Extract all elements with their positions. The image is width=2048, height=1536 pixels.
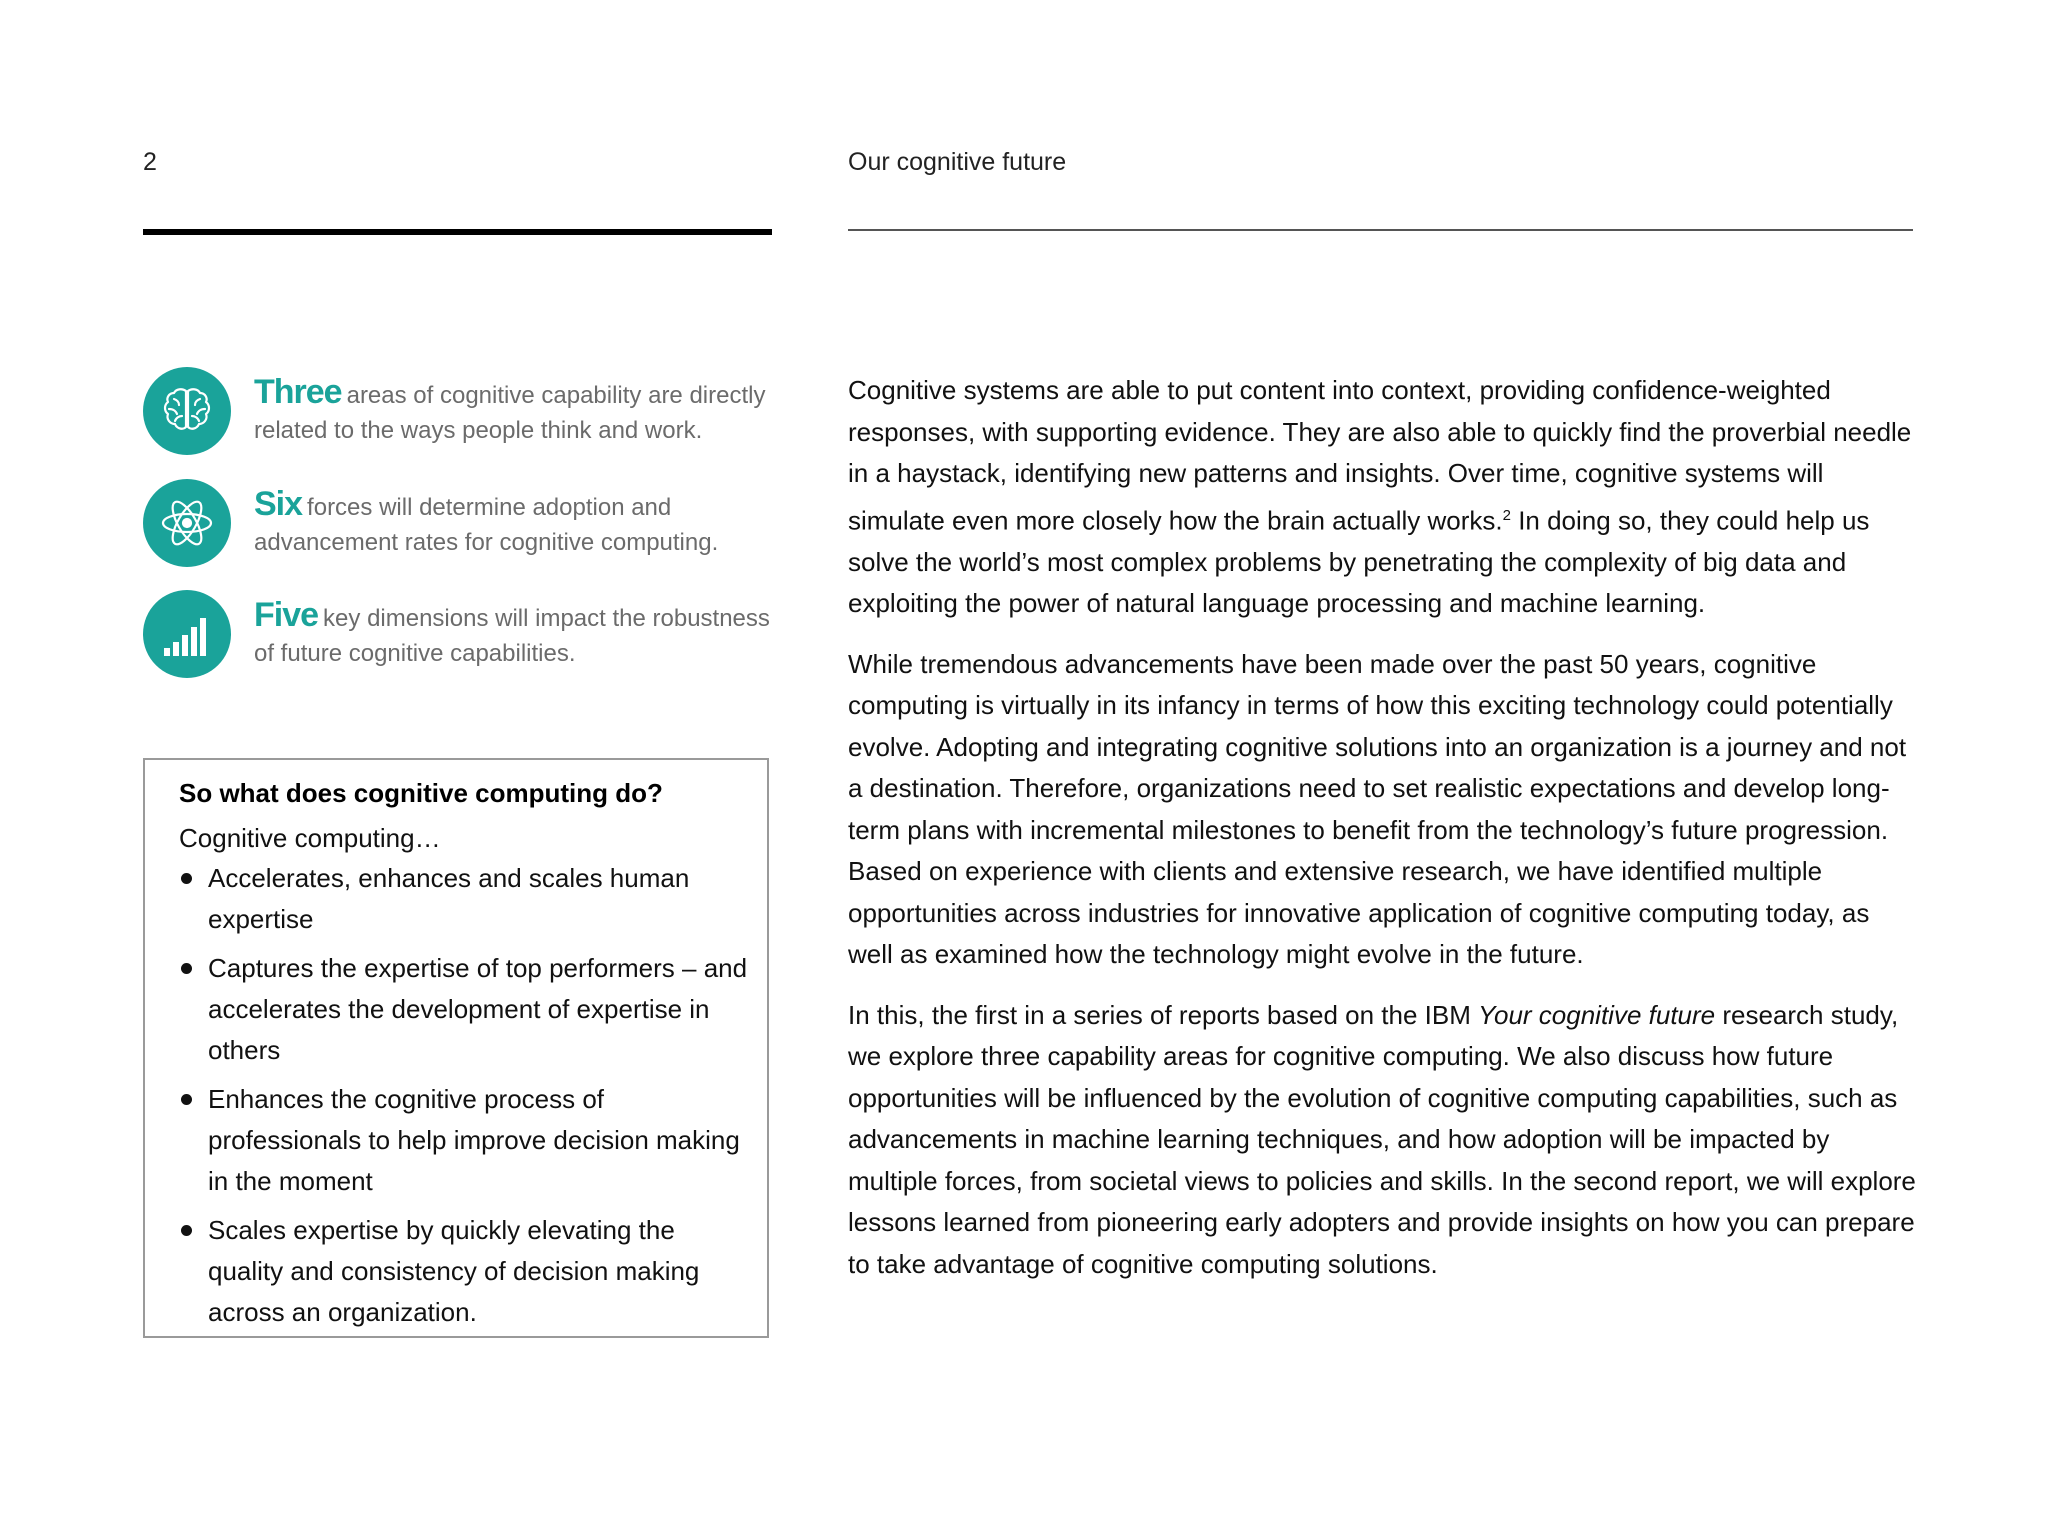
stat-description: forces will determine adoption and advancement rates for cognitive computing. bbox=[254, 494, 719, 556]
stat-number: Three bbox=[254, 373, 342, 411]
paragraph-text: In this, the first in a series of reports based on the IBM bbox=[848, 999, 1479, 1030]
body-paragraph bbox=[848, 995, 1918, 1286]
right-header-rule bbox=[848, 229, 1913, 231]
callout-list bbox=[179, 858, 749, 1341]
stat-text bbox=[254, 598, 784, 671]
stat-description: areas of cognitive capability are directly related to the ways people think and work. bbox=[254, 382, 766, 444]
stat-number: Five bbox=[254, 596, 319, 634]
callout-lead: Cognitive computing… bbox=[179, 823, 441, 853]
list-item bbox=[179, 1079, 749, 1202]
body-paragraph: While tremendous advancements have been made over the past 50 years, cognitive computing is virtually in its infancy in terms of how this exciting technology could potentially evolve. Adopting and integrating cognitive solutions into an organization is a journey and not a destination. Therefore, organizations need to set realistic expectations and develop long-term plans with incremental milestones to benefit from the technology’s future progression. Based on experience with clients and extensive research, we have identified multiple opportunities across industries for innovative application of cognitive computing today, as well as examined how the technology might evolve in the future. bbox=[848, 648, 1907, 970]
stat-text bbox=[254, 375, 784, 448]
paragraph-text: Cognitive systems are able to put content into context, providing confidence-weighted responses, with supporting evidence. They are also able to quickly find the proverbial needle in a haystack, identifying new patterns and insights. Over time, cognitive systems will simulate even more closely how the brain actually works. bbox=[848, 375, 1912, 536]
list-item-text: Enhances the cognitive process of professionals to help improve decision making in the moment bbox=[208, 1084, 740, 1196]
stat-three bbox=[143, 367, 783, 457]
brain-icon bbox=[143, 367, 231, 455]
stat-text bbox=[254, 487, 784, 560]
atom-icon bbox=[143, 479, 231, 567]
stat-number: Six bbox=[254, 485, 303, 523]
callout-heading: So what does cognitive computing do? bbox=[179, 778, 663, 808]
body-paragraph bbox=[848, 370, 1918, 625]
bar-chart-icon bbox=[143, 590, 231, 678]
list-item-text: Scales expertise by quickly elevating the quality and consistency of decision making across an organization. bbox=[208, 1215, 700, 1327]
stat-five bbox=[143, 590, 783, 680]
paragraph-text: In doing so, they could help us solve the world’s most complex problems by penetrating the complexity of big data and exploiting the power of natural language processing and machine learning. bbox=[848, 505, 1870, 619]
list-item-text: Accelerates, enhances and scales human expertise bbox=[208, 863, 690, 934]
callout-box bbox=[143, 758, 769, 1338]
running-title: Our cognitive future bbox=[848, 148, 1067, 176]
body-text bbox=[848, 370, 1918, 1304]
stat-description: key dimensions will impact the robustness of future cognitive capabilities. bbox=[254, 605, 770, 667]
footnote-reference: 2 bbox=[1502, 506, 1511, 524]
list-item bbox=[179, 858, 749, 940]
list-item bbox=[179, 1210, 749, 1333]
stat-six bbox=[143, 479, 783, 569]
list-item-text: Captures the expertise of top performers – and accelerates the development of expertise in others bbox=[208, 953, 748, 1065]
bullet-icon bbox=[181, 1225, 192, 1236]
left-header-rule bbox=[143, 229, 772, 235]
page-number: 2 bbox=[143, 148, 157, 176]
paragraph-text: research study, we explore three capability areas for cognitive computing. We also discuss how future opportunities will be influenced by the evolution of cognitive computing capabilities, such as advancements in machine learning techniques, and how adoption will be impacted by multiple forces, from societal views to policies and skills. In the second report, we will explore lessons learned from pioneering early adopters and provide insights on how you can prepare to take advantage of cognitive computing solutions. bbox=[848, 999, 1916, 1279]
list-item bbox=[179, 948, 749, 1071]
bullet-icon bbox=[181, 873, 192, 884]
bullet-icon bbox=[181, 963, 192, 974]
bullet-icon bbox=[181, 1094, 192, 1105]
study-title: Your cognitive future bbox=[1478, 999, 1716, 1030]
